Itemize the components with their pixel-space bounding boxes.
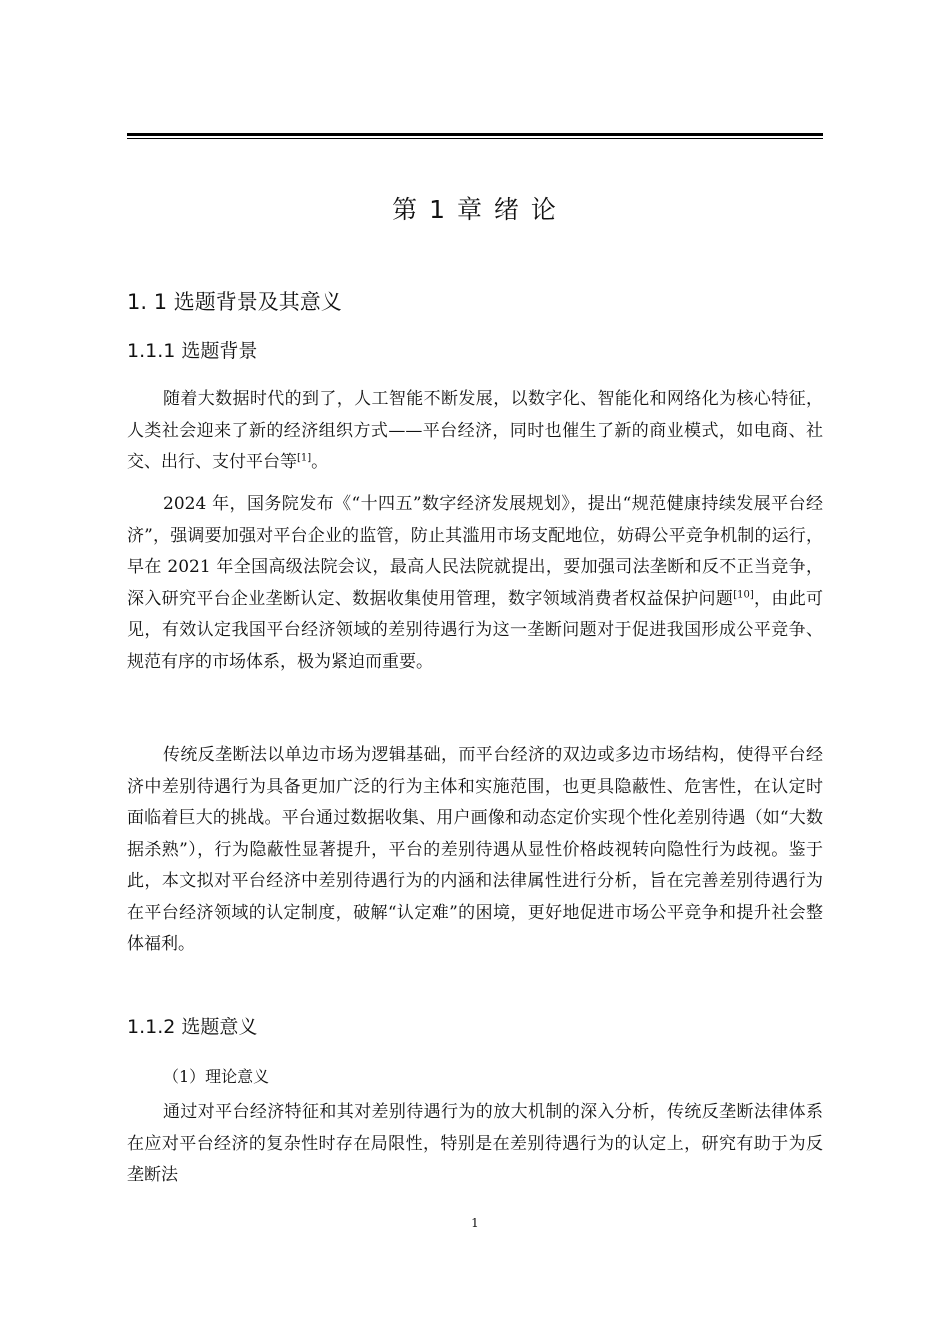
citation-ref: [10] <box>733 588 754 600</box>
paragraph-background-2: 2024 年，国务院发布《“十四五”数字经济发展规划》，提出“规范健康持续发展平台经济”，强调要加强对平台企业的监管，防止其滥用市场支配地位，妨碍公平竞争机制的运行，早在 2021 年全国高级法院会议，最高人民法院就提出，要加强司法垄断和反不正当竞争，深入研究平台企业垄断认定、数据收集使用管理，数字领域消费者权益保护问题[10]，由此可见，有效认定我国平台经济领域的差别待遇行为这一垄断问题对于促进我国形成公平竞争、规范有序的市场体系，极为紧迫而重要。 <box>127 494 824 672</box>
citation-ref: [1] <box>297 452 312 464</box>
page-number: 1 <box>471 1216 479 1230</box>
section-heading-1-1-2: 1.1.2 选题意义 <box>127 1016 258 1038</box>
header-rule-thick <box>127 133 823 136</box>
chapter-title: 第 1 章 绪 论 <box>392 195 558 224</box>
header-rule-thin <box>127 138 823 139</box>
section-heading-1-1: 1. 1 选题背景及其意义 <box>127 290 342 314</box>
subheading-theoretical-significance: （1）理论意义 <box>163 1067 270 1086</box>
section-heading-1-1-1: 1.1.1 选题背景 <box>127 340 258 362</box>
paragraph-significance: 通过对平台经济特征和其对差别待遇行为的放大机制的深入分析，传统反垄断法律体系在应对平台经济的复杂性时存在局限性，特别是在差别待遇行为的认定上，研究有助于为反垄断法 <box>127 1102 823 1185</box>
paragraph-background-3: 传统反垄断法以单边市场为逻辑基础，而平台经济的双边或多边市场结构，使得平台经济中差别待遇行为具备更加广泛的行为主体和实施范围，也更具隐蔽性、危害性，在认定时面临着巨大的挑战。平台通过数据收集、用户画像和动态定价实现个性化差别待遇（如“大数据杀熟”），行为隐蔽性显著提升，平台的差别待遇从显性价格歧视转向隐性行为歧视。鉴于此，本文拟对平台经济中差别待遇行为的内涵和法律属性进行分析，旨在完善差别待遇行为在平台经济领域的认定制度，破解“认定难”的困境，更好地促进市场公平竞争和提升社会整体福利。 <box>127 745 823 954</box>
paragraph-background-1: 随着大数据时代的到了，人工智能不断发展，以数字化、智能化和网络化为核心特征，人类社会迎来了新的经济组织方式——平台经济，同时也催生了新的商业模式，如电商、社交、出行、支付平台等[1]。 <box>127 389 823 472</box>
